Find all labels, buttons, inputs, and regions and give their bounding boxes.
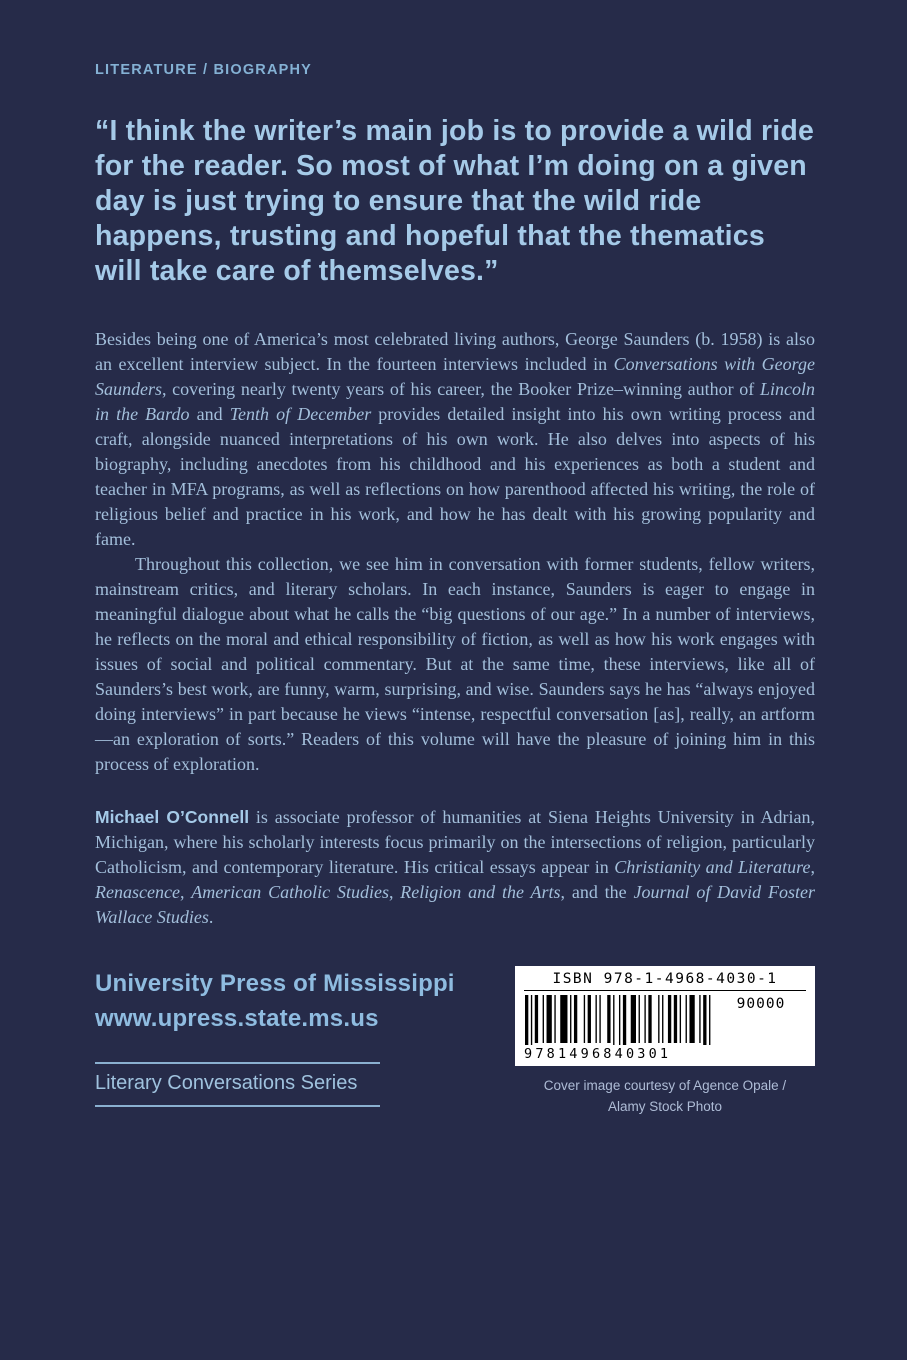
barcode-bars-wrap bbox=[524, 995, 716, 1062]
publisher-block bbox=[95, 966, 495, 1036]
author-bio: Michael O’Connell is associate professor of humanities at Siena Heights University in Adrian, Michigan, where his scholarly interests focus primarily on the intersections of religion, particularly Catholicism, and contemporary literature. His critical essays appear in Christianity and Literature, Renascence, American Catholic Studies, Religion and the Arts, and the Journal of David Foster Wallace Studies. bbox=[95, 807, 815, 927]
publisher-name: University Press of Mississippi bbox=[95, 970, 455, 997]
description-paragraph-1: Besides being one of America’s most celebrated living authors, George Saunders (b. 1958) is also an excellent interview subject. In the fourteen interviews included in Conversations with George Saunders, covering nearly twenty years of his career, the Booker Prize–winning author of Lincoln in the Bardo and Tenth of December provides detailed insight into his own writing process and craft, alongside nuanced interpretations of his own work. He also delves into aspects of his biography, including anecdotes from his childhood and his experiences as both a student and teacher in MFA programs, as well as reflections on how parenthood affected his writing, the role of religious belief and practice in his work, and how he has dealt with his growing popularity and fame. bbox=[95, 329, 815, 549]
category-label: LITERATURE / BIOGRAPHY bbox=[95, 62, 313, 78]
pull-quote: “I think the writer’s main job is to provide a wild ride for the reader. So most of what I’m doing on a given day is just trying to ensure that the wild ride happens, trusting and hopeful that the thematics will take care of themselves.” bbox=[95, 115, 815, 287]
barcode bbox=[515, 966, 815, 1066]
cover-credit-line2: Alamy Stock Photo bbox=[607, 1099, 723, 1114]
barcode-digits: 9781496840301 bbox=[524, 1046, 672, 1062]
price-code: 90000 bbox=[736, 996, 786, 1012]
barcode-main bbox=[524, 995, 806, 1062]
isbn-label: ISBN 978-1-4968-4030-1 bbox=[524, 971, 806, 991]
footer-right bbox=[515, 966, 815, 1117]
description bbox=[95, 327, 815, 777]
footer bbox=[95, 966, 815, 1117]
cover-credit bbox=[515, 1075, 815, 1117]
description-paragraph-2: Throughout this collection, we see him in conversation with former students, fellow writers, mainstream critics, and literary scholars. In each instance, Saunders is eager to engage in meaningful dialogue about what he calls the “big questions of our age.” In a number of interviews, he reflects on the moral and ethical responsibility of fiction, as well as how his work engages with issues of social and political commentary. But at the same time, these interviews, like all of Saunders’s best work, are funny, warm, surprising, and wise. Saunders says he has “always enjoyed doing interviews” in part because he views “intense, respectful conversation [as], really, an artform—an exploration of sorts.” Readers of this volume will have the pleasure of joining him in this process of exploration. bbox=[95, 554, 815, 774]
footer-left bbox=[95, 966, 495, 1107]
publisher-url: www.upress.state.ms.us bbox=[95, 1005, 379, 1032]
series-label: Literary Conversations Series bbox=[95, 1062, 380, 1107]
cover-credit-line1: Cover image courtesy of Agence Opale / bbox=[543, 1078, 787, 1093]
barcode-bars bbox=[524, 995, 714, 1045]
